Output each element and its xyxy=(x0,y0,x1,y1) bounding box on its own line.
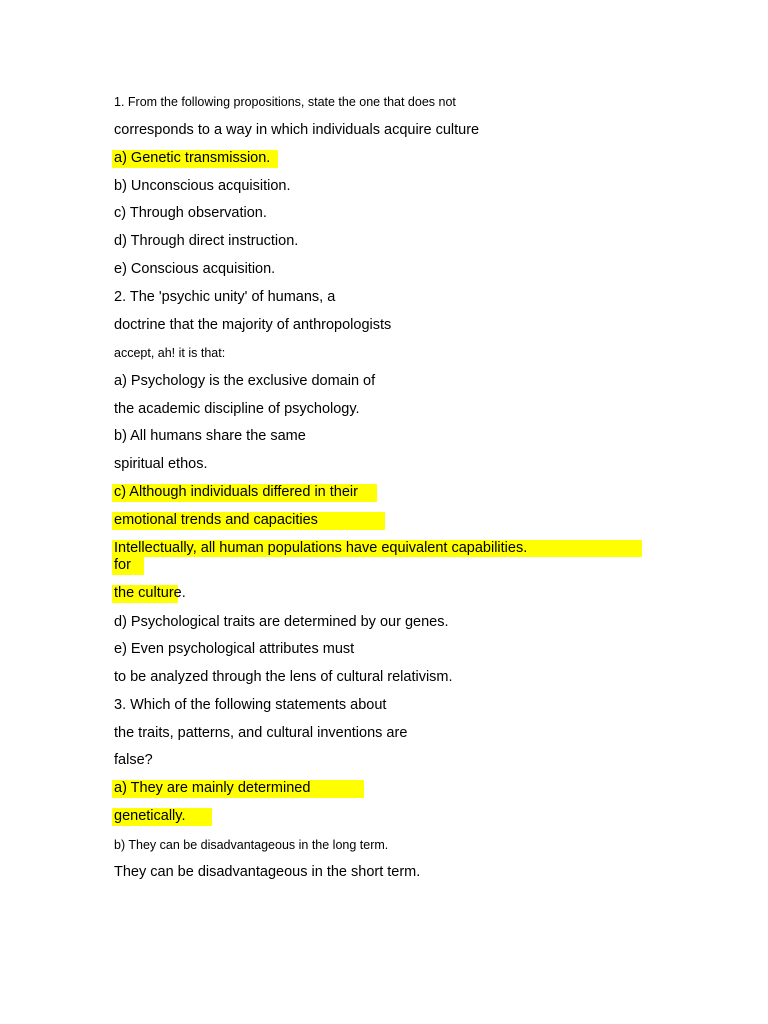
q1-stem-line1: 1. From the following propositions, state the one that does not xyxy=(114,95,456,109)
q2-stem-line2: doctrine that the majority of anthropologists xyxy=(114,317,392,333)
q2-option-c-line4: for xyxy=(114,557,131,573)
q1-option-a: a) Genetic transmission. xyxy=(114,150,271,166)
q3-option-a-line2: genetically. xyxy=(114,808,186,824)
q2-option-e-line2: to be analyzed through the lens of cultural relativism. xyxy=(114,669,453,685)
q1-option-c: c) Through observation. xyxy=(114,205,267,221)
q3-option-a-line1: a) They are mainly determined xyxy=(114,780,311,796)
q2-option-c-line3: Intellectually, all human populations have equivalent capabilities. xyxy=(114,540,528,556)
q2-option-a-line1: a) Psychology is the exclusive domain of xyxy=(114,373,376,389)
q2-stem-line3: accept, ah! it is that: xyxy=(114,346,226,360)
q3-option-b: b) They can be disadvantageous in the long term. xyxy=(114,838,389,852)
q2-option-b-line2: spiritual ethos. xyxy=(114,456,208,472)
q1-stem-line2: corresponds to a way in which individuals acquire culture xyxy=(114,122,480,138)
q1-option-e: e) Conscious acquisition. xyxy=(114,261,276,277)
q2-option-c-line5-plain: e. xyxy=(173,585,186,601)
q2-option-e-line1: e) Even psychological attributes must xyxy=(114,641,355,657)
q2-option-c-line5-highlighted: the cultur xyxy=(114,585,174,601)
q2-option-d: d) Psychological traits are determined by our genes. xyxy=(114,614,449,630)
q3-option-c: They can be disadvantageous in the short term. xyxy=(114,864,421,880)
q3-stem-line1: 3. Which of the following statements about xyxy=(114,697,387,713)
q2-option-c-line2: emotional trends and capacities xyxy=(114,512,318,528)
q3-stem-line3: false? xyxy=(114,752,153,768)
q1-option-b: b) Unconscious acquisition. xyxy=(114,178,291,194)
q2-option-b-line1: b) All humans share the same xyxy=(114,428,306,444)
q2-stem-line1: 2. The 'psychic unity' of humans, a xyxy=(114,289,336,305)
q2-option-c-line1: c) Although individuals differed in their xyxy=(114,484,358,500)
q2-option-c-line5 xyxy=(114,585,186,602)
q1-option-d: d) Through direct instruction. xyxy=(114,233,299,249)
q2-option-a-line2: the academic discipline of psychology. xyxy=(114,401,360,417)
q3-stem-line2: the traits, patterns, and cultural inventions are xyxy=(114,725,408,741)
